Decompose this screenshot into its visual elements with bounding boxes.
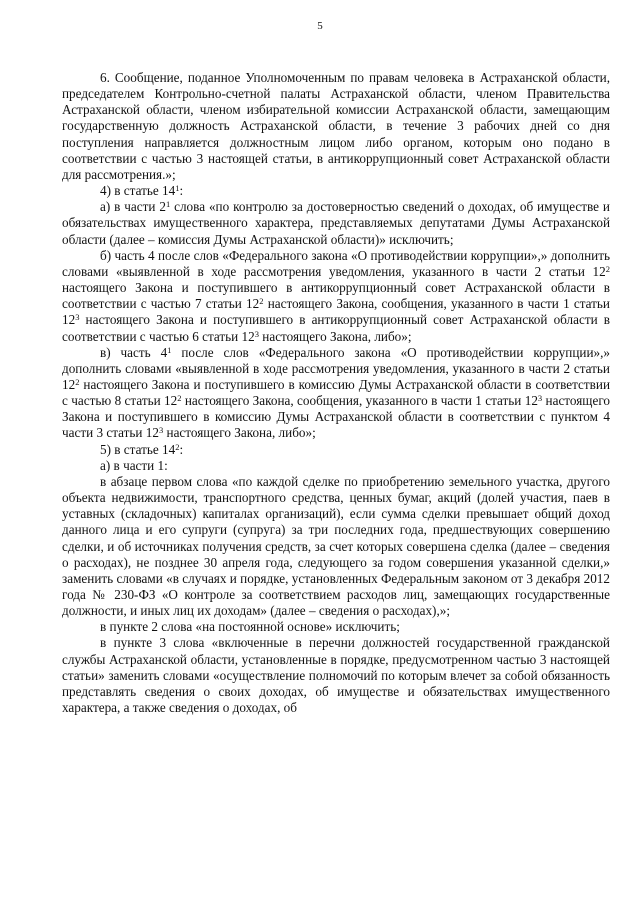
paragraph-p9: [62, 619, 610, 635]
superscript: 1: [167, 344, 172, 355]
document-body: [62, 70, 610, 716]
superscript: 2: [177, 393, 182, 404]
superscript: 1: [175, 183, 180, 194]
paragraph-p2: [62, 183, 610, 199]
paragraph-text: в абзаце первом слова «по каждой сделке по приобретению земельного участка, другого объекта недвижимости, транспортного средства, ценных бумаг, акций (долей участия, паев в уставных (складочных) капиталах организаций), если сумма сделки превышает общий доход данного лица и его супруги (супруга) за три последних года, предшествующих совершению сделки, и об источниках получения средств, за счет которых совершена сделка (далее – сведения о расходах), не позднее 30 апреля года, следующего за годом совершения указанной сделки,» заменить словами «в случаях и порядке, установленных Федеральным законом от 3 декабря 2012 года № 230-ФЗ «О контроле за соответствием расходов лиц, замещающих государственные должности, и иных лиц их доходам» (далее – сведения о расходах),»;: [62, 473, 610, 619]
paragraph-text: в) часть 4: [100, 344, 168, 360]
paragraph-p5: [62, 345, 610, 442]
superscript: 2: [175, 441, 180, 452]
paragraph-text: :: [179, 183, 184, 199]
page-number: 5: [317, 20, 323, 32]
paragraph-p3: [62, 199, 610, 247]
superscript: 3: [537, 393, 543, 404]
paragraph-text: настоящего Закона, либо»;: [163, 425, 316, 441]
superscript: 2: [75, 376, 80, 387]
paragraph-text: в пункте 3 слова «включенные в перечни должностей государственной гражданской службы Астраханской области, установленные в порядке, предусмотренном частью 3 настоящей статьи» заменить словами «осуществление полномочий по которым влечет за собой обязанность представлять сведения о своих доходах, об имуществе и обязательствах имущественного характера, а также сведения о доходах, об: [62, 635, 610, 716]
superscript: 3: [158, 425, 164, 436]
paragraph-text: а) в части 1:: [100, 457, 168, 473]
paragraph-text: а) в части 2: [100, 199, 166, 215]
paragraph-p8: [62, 474, 610, 619]
paragraph-text: в пункте 2 слова «на постоянной основе» исключить;: [100, 619, 400, 635]
paragraph-p4: [62, 248, 610, 345]
superscript: 2: [259, 296, 264, 307]
paragraph-p1: [62, 70, 610, 183]
paragraph-text: настоящего Закона и поступившего в комиссию Думы Астраханской области в соответствии с пунктом 4 части 3 статьи 12: [62, 393, 610, 441]
superscript: 3: [254, 328, 259, 339]
paragraph-p7: [62, 458, 610, 474]
paragraph-text: настоящего Закона и поступившего в комиссию Думы Астраханской области в соответствии с частью 8 статьи 12: [62, 376, 610, 409]
paragraph-text: б) часть 4 после слов «Федерального закона «О противодействии коррупции»,» дополнить словами «выявленной в ходе рассмотрения уведомления, указанного в части 2 статьи 12: [62, 247, 610, 279]
paragraph-text: настоящего Закона, сообщения, указанного в части 1 статьи 12: [181, 393, 538, 409]
superscript: 1: [165, 199, 171, 210]
paragraph-text: 5) в статье 14: [100, 441, 176, 457]
superscript: 3: [75, 312, 80, 323]
paragraph-p6: [62, 442, 610, 458]
paragraph-text: 6. Сообщение, поданное Уполномоченным по правам человека в Астраханской области, председателем Контрольно-счетной палаты Астраханской области, членом Правительства Астраханской области, членом избирательной комиссии Астраханской области, замещающим государственную должность Астраханской области, в течение 3 рабочих дней со дня поступления направляется должностным лицом либо органом, которым оно подано в соответствии с частью 3 настоящей статьи, в антикоррупционный совет Астраханской области для рассмотрения.»;: [62, 70, 610, 182]
paragraph-text: :: [179, 441, 184, 457]
paragraph-text: слова «по контролю за достоверностью сведений о доходах, об имуществе и обязательствах имущественного характера, представляемых депутатами Думы Астраханской области (далее – комиссия Думы Астраханской области)» исключить;: [62, 199, 610, 247]
superscript: 2: [605, 263, 610, 274]
paragraph-text: настоящего Закона и поступившего в антикоррупционный совет Астраханской области в соответствии с частью 6 статьи 12: [62, 312, 610, 344]
paragraph-text: настоящего Закона, либо»;: [258, 328, 412, 344]
paragraph-text: настоящего Закона и поступившего в антикоррупционный совет Астраханской области в соответствии с частью 7 статьи 12: [62, 280, 610, 312]
paragraph-text: после слов «Федерального закона «О противодействии коррупции»,» дополнить словами «выявленной в ходе рассмотрения уведомления, указанного в части 2 статьи 12: [62, 344, 610, 392]
paragraph-p10: [62, 635, 610, 716]
paragraph-text: настоящего Закона, сообщения, указанного в части 1 статьи 12: [62, 296, 610, 328]
paragraph-text: 4) в статье 14: [100, 183, 176, 199]
